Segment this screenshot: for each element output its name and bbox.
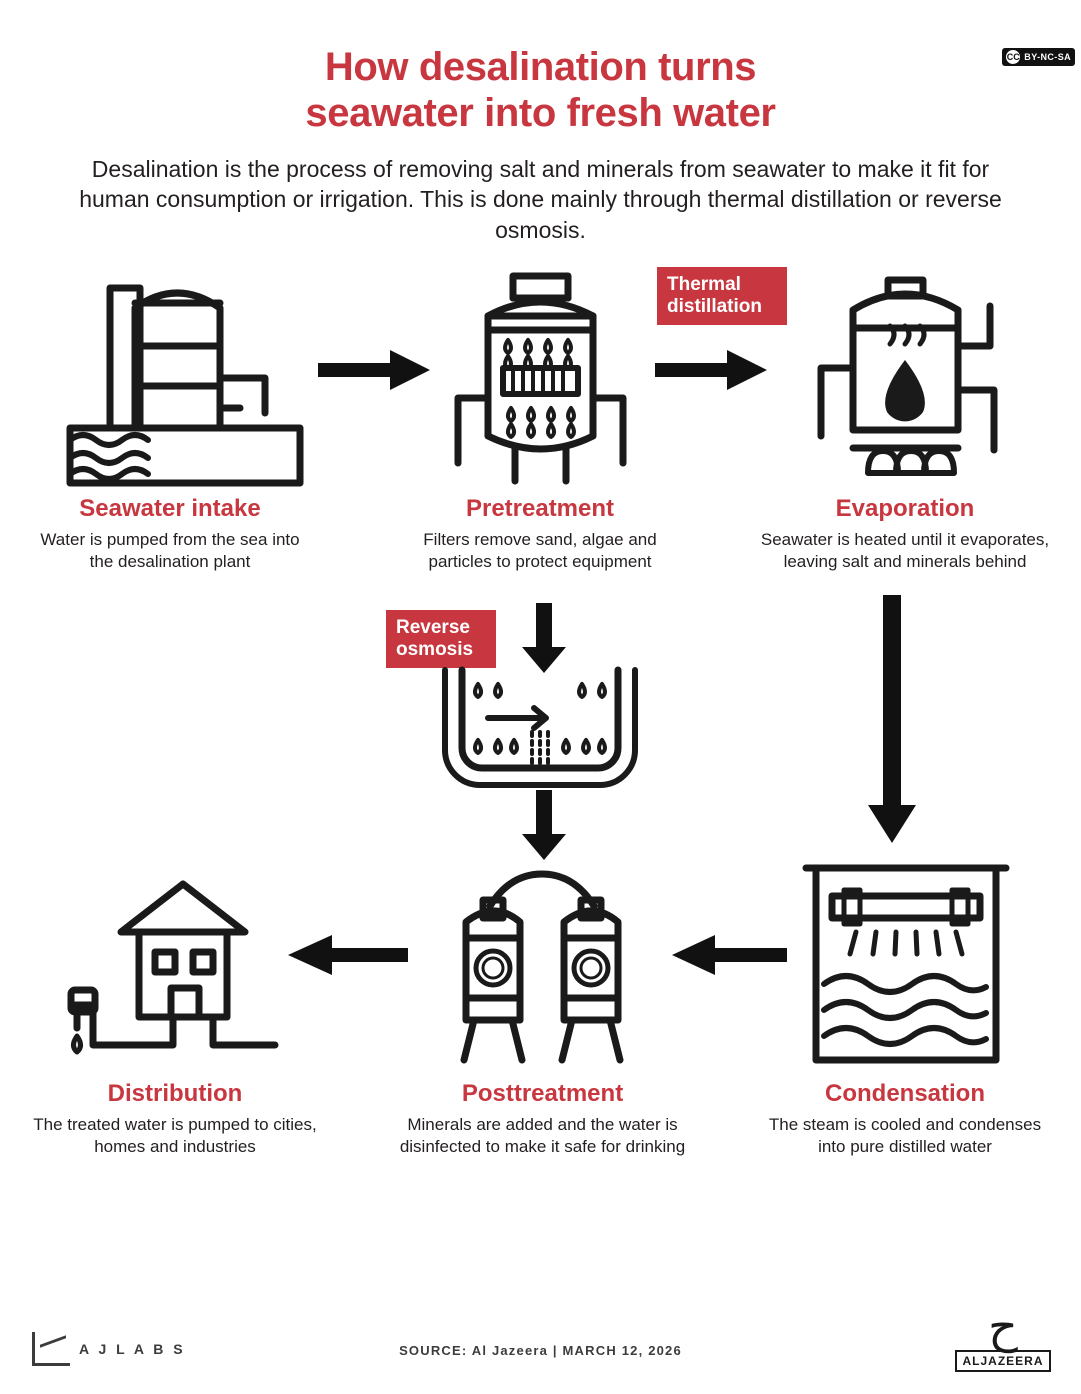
step-desc-evaporation: Seawater is heated until it evaporates, leaving salt and minerals behind [760, 530, 1050, 571]
process-diagram [0, 255, 1081, 1255]
infographic-page [0, 44, 1081, 1394]
creative-commons-badge [1002, 48, 1075, 66]
tag-reverse-osmosis: Reverse osmosis [386, 610, 496, 668]
arrow-evaporation-to-condensation [868, 595, 916, 843]
step-label-posttreatment: Posttreatment [461, 1080, 624, 1108]
pretreatment-icon [400, 265, 680, 495]
page-title-line2: seawater into fresh water [305, 91, 776, 135]
evaporation-icon [760, 265, 1050, 495]
aljazeera-swirl-icon: ح [988, 1299, 1018, 1353]
step-label-pretreatment: Pretreatment [465, 495, 615, 523]
page-title-line1: How desalination turns [324, 45, 757, 89]
distribution-icon [30, 855, 320, 1080]
step-posttreatment [395, 855, 690, 1158]
step-desc-pretreatment: Filters remove sand, algae and particles to protect equipment [423, 530, 657, 571]
arrow-pretreatment-to-osmosis [522, 603, 566, 673]
condensation-icon [760, 855, 1050, 1080]
step-condensation [760, 855, 1050, 1158]
reverse-osmosis-icon [440, 670, 650, 780]
page-title [0, 44, 1081, 136]
step-desc-distribution: The treated water is pumped to cities, homes and industries [33, 1115, 317, 1156]
tag-thermal-distillation: Thermal distillation [657, 267, 787, 325]
step-desc-posttreatment: Minerals are added and the water is disinfected to make it safe for drinking [399, 1115, 686, 1156]
page-subtitle: Desalination is the process of removing salt and minerals from seawater to make it fit for human consumption or irrigation. This is done mainly through thermal distillation or reverse osmosis. [79, 156, 1002, 243]
step-evaporation [760, 265, 1050, 573]
arrow-osmosis-to-posttreatment [522, 790, 566, 860]
arrow-pretreatment-to-evaporation [655, 350, 770, 390]
step-label-condensation: Condensation [825, 1080, 985, 1108]
step-label-seawater-intake: Seawater intake [79, 495, 261, 523]
step-pretreatment [400, 265, 680, 573]
source-credit: SOURCE: Al Jazeera | MARCH 12, 2026 [399, 1343, 682, 1358]
aljazeera-logo-label: ALJAZEERA [955, 1350, 1051, 1372]
step-label-evaporation: Evaporation [835, 495, 975, 523]
step-seawater-intake [30, 265, 310, 573]
arrow-posttreatment-to-distribution [288, 935, 408, 975]
cc-license-label: BY-NC-SA [1024, 52, 1071, 62]
seawater-intake-icon [30, 265, 310, 495]
footer [0, 1299, 1081, 1394]
aljazeera-logo [955, 1299, 1051, 1372]
step-desc-condensation: The steam is cooled and condenses into pure distilled water [768, 1115, 1042, 1156]
posttreatment-icon [395, 855, 690, 1080]
cc-icon: CC [1006, 52, 1020, 62]
ajlabs-label: A J L A B S [79, 1341, 186, 1357]
step-distribution [30, 855, 320, 1158]
step-label-distribution: Distribution [107, 1080, 243, 1108]
step-desc-seawater-intake: Water is pumped from the sea into the desalination plant [40, 530, 300, 571]
